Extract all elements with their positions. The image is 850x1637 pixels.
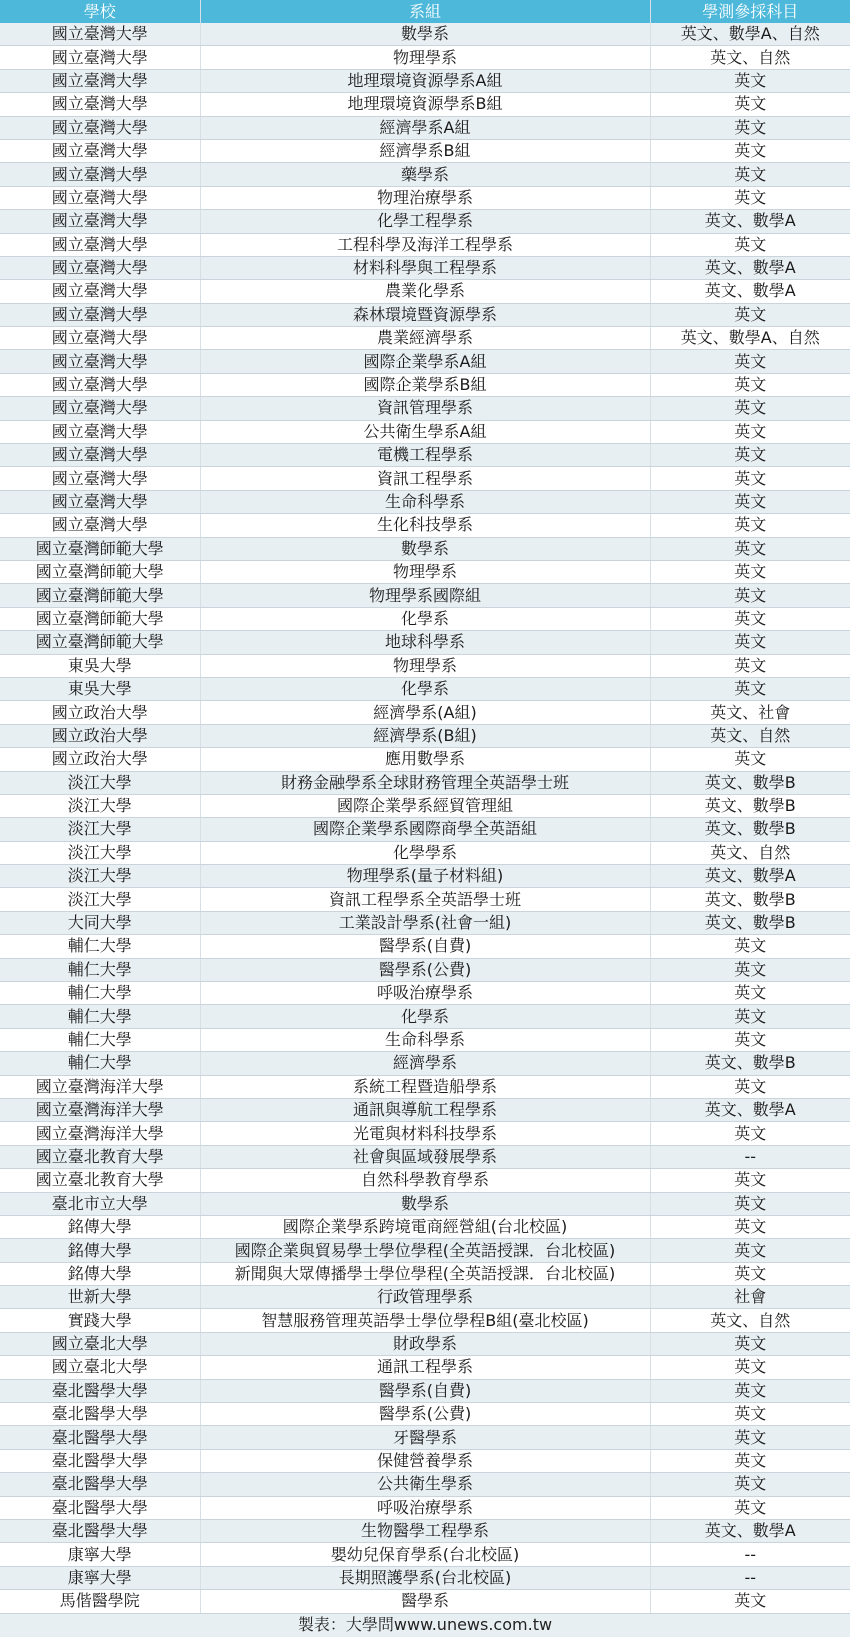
cell-school: 銘傳大學: [0, 1215, 200, 1238]
cell-subjects: --: [650, 1543, 850, 1566]
cell-subjects: 英文: [650, 1473, 850, 1496]
cell-school: 國立臺灣大學: [0, 514, 200, 537]
cell-subjects: 英文: [650, 1215, 850, 1238]
cell-school: 國立臺灣大學: [0, 490, 200, 513]
table-row: [0, 888, 850, 911]
cell-school: 國立臺灣大學: [0, 233, 200, 256]
cell-school: 國立臺灣大學: [0, 373, 200, 396]
cell-subjects: 英文、數學A、自然: [650, 327, 850, 350]
table-row: [0, 1052, 850, 1075]
cell-subjects: 英文: [650, 654, 850, 677]
table-row: [0, 444, 850, 467]
table-row: [0, 514, 850, 537]
cell-subjects: 英文: [650, 514, 850, 537]
table-row: [0, 654, 850, 677]
cell-department: 公共衛生學系A組: [200, 420, 650, 443]
cell-school: 輔仁大學: [0, 1028, 200, 1051]
cell-subjects: 社會: [650, 1286, 850, 1309]
cell-department: 財務金融學系全球財務管理全英語學士班: [200, 771, 650, 794]
cell-subjects: 英文: [650, 93, 850, 116]
cell-department: 資訊管理學系: [200, 397, 650, 420]
cell-department: 經濟學系A組: [200, 116, 650, 139]
cell-school: 銘傳大學: [0, 1262, 200, 1285]
cell-school: 國立臺灣大學: [0, 303, 200, 326]
table-row: [0, 1496, 850, 1519]
cell-subjects: 英文、數學B: [650, 1052, 850, 1075]
table-row: [0, 490, 850, 513]
table-row: [0, 1403, 850, 1426]
cell-school: 實踐大學: [0, 1309, 200, 1332]
table-row: [0, 1192, 850, 1215]
table-row: [0, 350, 850, 373]
cell-subjects: 英文、數學B: [650, 794, 850, 817]
cell-subjects: 英文、數學B: [650, 818, 850, 841]
table-row: [0, 865, 850, 888]
cell-subjects: 英文、數學A、自然: [650, 23, 850, 46]
cell-school: 國立臺灣大學: [0, 116, 200, 139]
cell-school: 輔仁大學: [0, 1005, 200, 1028]
cell-department: 森林環境暨資源學系: [200, 303, 650, 326]
cell-subjects: 英文: [650, 1239, 850, 1262]
table-row: [0, 1286, 850, 1309]
cell-department: 化學學系: [200, 841, 650, 864]
cell-subjects: 英文: [650, 935, 850, 958]
cell-subjects: 英文: [650, 186, 850, 209]
cell-school: 淡江大學: [0, 794, 200, 817]
cell-department: 醫學系(公費): [200, 958, 650, 981]
cell-school: 臺北醫學大學: [0, 1496, 200, 1519]
cell-school: 輔仁大學: [0, 935, 200, 958]
cell-subjects: 英文: [650, 444, 850, 467]
cell-subjects: 英文、自然: [650, 724, 850, 747]
source-credit: 製表：大學問www.unews.com.tw: [0, 1613, 850, 1637]
table-row: [0, 1122, 850, 1145]
cell-department: 呼吸治療學系: [200, 1496, 650, 1519]
cell-subjects: 英文: [650, 233, 850, 256]
cell-department: 數學系: [200, 1192, 650, 1215]
cell-department: 生化科技學系: [200, 514, 650, 537]
cell-school: 國立臺灣師範大學: [0, 607, 200, 630]
cell-department: 保健營養學系: [200, 1449, 650, 1472]
cell-department: 長期照護學系(台北校區): [200, 1566, 650, 1589]
cell-department: 新聞與大眾傳播學士學位學程(全英語授課．台北校區): [200, 1262, 650, 1285]
table-row: [0, 93, 850, 116]
table-row: [0, 677, 850, 700]
table-row: [0, 841, 850, 864]
table-row: [0, 1145, 850, 1168]
table-row: [0, 1566, 850, 1589]
cell-department: 醫學系(公費): [200, 1403, 650, 1426]
cell-department: 醫學系(自費): [200, 935, 650, 958]
cell-department: 醫學系(自費): [200, 1379, 650, 1402]
table-row: [0, 1169, 850, 1192]
cell-school: 國立臺灣師範大學: [0, 584, 200, 607]
table-row: [0, 1332, 850, 1355]
cell-subjects: 英文: [650, 1356, 850, 1379]
cell-subjects: 英文、社會: [650, 701, 850, 724]
cell-subjects: 英文: [650, 139, 850, 162]
table-row: [0, 420, 850, 443]
cell-subjects: 英文、數學A: [650, 280, 850, 303]
cell-school: 國立臺灣海洋大學: [0, 1098, 200, 1121]
cell-school: 臺北醫學大學: [0, 1426, 200, 1449]
table-header-row: [0, 0, 850, 23]
cell-subjects: 英文、數學A: [650, 1098, 850, 1121]
cell-subjects: 英文: [650, 748, 850, 771]
cell-department: 數學系: [200, 537, 650, 560]
cell-department: 物理治療學系: [200, 186, 650, 209]
cell-school: 國立臺灣師範大學: [0, 560, 200, 583]
cell-department: 物理學系: [200, 654, 650, 677]
cell-school: 臺北醫學大學: [0, 1520, 200, 1543]
table-row: [0, 1262, 850, 1285]
table-row: [0, 794, 850, 817]
cell-subjects: 英文、數學A: [650, 256, 850, 279]
cell-school: 國立臺灣大學: [0, 163, 200, 186]
cell-department: 系統工程暨造船學系: [200, 1075, 650, 1098]
cell-department: 資訊工程學系全英語學士班: [200, 888, 650, 911]
table-row: [0, 560, 850, 583]
cell-department: 藥學系: [200, 163, 650, 186]
table-row: [0, 1215, 850, 1238]
cell-school: 康寧大學: [0, 1566, 200, 1589]
cell-subjects: --: [650, 1566, 850, 1589]
cell-school: 國立臺灣大學: [0, 280, 200, 303]
cell-school: 國立臺灣大學: [0, 69, 200, 92]
cell-subjects: 英文: [650, 1449, 850, 1472]
cell-subjects: 英文、自然: [650, 1309, 850, 1332]
cell-department: 財政學系: [200, 1332, 650, 1355]
cell-subjects: 英文: [650, 163, 850, 186]
cell-department: 經濟學系: [200, 1052, 650, 1075]
cell-school: 國立臺北大學: [0, 1356, 200, 1379]
cell-school: 馬偕醫學院: [0, 1590, 200, 1613]
table-row: [0, 1098, 850, 1121]
cell-department: 行政管理學系: [200, 1286, 650, 1309]
table-row: [0, 1543, 850, 1566]
cell-subjects: 英文、數學B: [650, 888, 850, 911]
cell-school: 國立臺灣大學: [0, 256, 200, 279]
column-header-subjects: 學測參採科目: [650, 0, 850, 23]
table-row: [0, 256, 850, 279]
table-row: [0, 724, 850, 747]
cell-department: 經濟學系(A組): [200, 701, 650, 724]
cell-school: 大同大學: [0, 911, 200, 934]
cell-school: 國立臺灣師範大學: [0, 537, 200, 560]
cell-subjects: 英文: [650, 1332, 850, 1355]
table-row: [0, 69, 850, 92]
cell-department: 地理環境資源學系B組: [200, 93, 650, 116]
table-row: [0, 373, 850, 396]
table-row: [0, 186, 850, 209]
cell-school: 臺北市立大學: [0, 1192, 200, 1215]
cell-school: 國立臺北教育大學: [0, 1145, 200, 1168]
cell-school: 臺北醫學大學: [0, 1403, 200, 1426]
table-row: [0, 303, 850, 326]
cell-department: 光電與材料科技學系: [200, 1122, 650, 1145]
column-header-school: 學校: [0, 0, 200, 23]
cell-department: 應用數學系: [200, 748, 650, 771]
cell-department: 物理學系國際組: [200, 584, 650, 607]
table-row: [0, 911, 850, 934]
cell-subjects: 英文、數學B: [650, 771, 850, 794]
cell-department: 經濟學系B組: [200, 139, 650, 162]
cell-subjects: 英文、數學A: [650, 865, 850, 888]
cell-subjects: 英文: [650, 677, 850, 700]
cell-school: 淡江大學: [0, 888, 200, 911]
cell-subjects: 英文: [650, 1590, 850, 1613]
table-row: [0, 327, 850, 350]
table-row: [0, 748, 850, 771]
cell-school: 國立臺灣大學: [0, 444, 200, 467]
cell-department: 物理學系(量子材料組): [200, 865, 650, 888]
table-row: [0, 958, 850, 981]
cell-department: 化學工程學系: [200, 210, 650, 233]
cell-subjects: 英文: [650, 69, 850, 92]
cell-subjects: 英文: [650, 982, 850, 1005]
cell-subjects: 英文: [650, 1192, 850, 1215]
cell-school: 國立臺灣大學: [0, 46, 200, 69]
cell-subjects: 英文: [650, 958, 850, 981]
cell-school: 臺北醫學大學: [0, 1379, 200, 1402]
cell-subjects: 英文: [650, 560, 850, 583]
cell-department: 工業設計學系(社會一組): [200, 911, 650, 934]
cell-school: 淡江大學: [0, 865, 200, 888]
cell-school: 國立臺北教育大學: [0, 1169, 200, 1192]
cell-department: 物理學系: [200, 560, 650, 583]
cell-department: 物理學系: [200, 46, 650, 69]
table-row: [0, 1005, 850, 1028]
cell-school: 國立政治大學: [0, 748, 200, 771]
table-row: [0, 1590, 850, 1613]
table-row: [0, 982, 850, 1005]
cell-department: 農業經濟學系: [200, 327, 650, 350]
cell-department: 數學系: [200, 23, 650, 46]
cell-school: 國立臺灣海洋大學: [0, 1075, 200, 1098]
table-row: [0, 116, 850, 139]
cell-school: 國立臺灣大學: [0, 327, 200, 350]
table-row: [0, 46, 850, 69]
cell-school: 東吳大學: [0, 677, 200, 700]
cell-subjects: 英文: [650, 631, 850, 654]
cell-subjects: 英文: [650, 1028, 850, 1051]
cell-subjects: 英文: [650, 1075, 850, 1098]
cell-subjects: 英文: [650, 350, 850, 373]
cell-subjects: 英文、自然: [650, 841, 850, 864]
table-row: [0, 23, 850, 46]
table-row: [0, 1356, 850, 1379]
cell-school: 國立臺灣大學: [0, 186, 200, 209]
cell-subjects: 英文: [650, 420, 850, 443]
cell-school: 輔仁大學: [0, 982, 200, 1005]
cell-department: 化學系: [200, 677, 650, 700]
cell-department: 工程科學及海洋工程學系: [200, 233, 650, 256]
cell-subjects: 英文: [650, 584, 850, 607]
table-row: [0, 139, 850, 162]
cell-subjects: 英文: [650, 1262, 850, 1285]
table-row: [0, 163, 850, 186]
table-row: [0, 818, 850, 841]
cell-subjects: 英文、數學B: [650, 911, 850, 934]
cell-subjects: 英文: [650, 490, 850, 513]
cell-department: 醫學系: [200, 1590, 650, 1613]
cell-school: 東吳大學: [0, 654, 200, 677]
cell-subjects: 英文: [650, 1169, 850, 1192]
table-row: [0, 1473, 850, 1496]
cell-school: 淡江大學: [0, 841, 200, 864]
cell-department: 國際企業學系經貿管理組: [200, 794, 650, 817]
cell-department: 通訊與導航工程學系: [200, 1098, 650, 1121]
table-row: [0, 1309, 850, 1332]
cell-subjects: 英文: [650, 537, 850, 560]
cell-school: 國立臺灣大學: [0, 139, 200, 162]
cell-subjects: 英文: [650, 1496, 850, 1519]
cell-school: 臺北醫學大學: [0, 1449, 200, 1472]
cell-subjects: 英文: [650, 1403, 850, 1426]
cell-department: 生命科學系: [200, 490, 650, 513]
cell-department: 呼吸治療學系: [200, 982, 650, 1005]
cell-school: 國立臺灣大學: [0, 350, 200, 373]
cell-subjects: 英文: [650, 1005, 850, 1028]
cell-school: 世新大學: [0, 1286, 200, 1309]
table-row: [0, 233, 850, 256]
cell-department: 化學系: [200, 1005, 650, 1028]
cell-department: 社會與區域發展學系: [200, 1145, 650, 1168]
cell-department: 自然科學教育學系: [200, 1169, 650, 1192]
table-row: [0, 537, 850, 560]
table-body: [0, 23, 850, 1613]
cell-subjects: 英文: [650, 116, 850, 139]
table-row: [0, 771, 850, 794]
cell-department: 材料科學與工程學系: [200, 256, 650, 279]
cell-subjects: 英文: [650, 607, 850, 630]
cell-school: 國立臺灣師範大學: [0, 631, 200, 654]
cell-department: 經濟學系(B組): [200, 724, 650, 747]
cell-school: 輔仁大學: [0, 958, 200, 981]
table-row: [0, 1379, 850, 1402]
table-row: [0, 607, 850, 630]
cell-school: 淡江大學: [0, 771, 200, 794]
cell-school: 國立政治大學: [0, 724, 200, 747]
table-row: [0, 397, 850, 420]
cell-school: 國立政治大學: [0, 701, 200, 724]
cell-department: 嬰幼兒保育學系(台北校區): [200, 1543, 650, 1566]
table-row: [0, 1449, 850, 1472]
table-row: [0, 701, 850, 724]
cell-subjects: 英文、數學A: [650, 210, 850, 233]
cell-subjects: 英文: [650, 1426, 850, 1449]
cell-department: 生命科學系: [200, 1028, 650, 1051]
table-row: [0, 631, 850, 654]
cell-department: 資訊工程學系: [200, 467, 650, 490]
cell-school: 國立臺灣大學: [0, 93, 200, 116]
cell-school: 國立臺灣大學: [0, 23, 200, 46]
cell-department: 智慧服務管理英語學士學位學程B組(臺北校區): [200, 1309, 650, 1332]
cell-department: 通訊工程學系: [200, 1356, 650, 1379]
cell-department: 國際企業學系國際商學全英語組: [200, 818, 650, 841]
cell-school: 國立臺灣大學: [0, 467, 200, 490]
cell-subjects: 英文: [650, 1379, 850, 1402]
cell-department: 國際企業與貿易學士學位學程(全英語授課．台北校區): [200, 1239, 650, 1262]
cell-department: 地球科學系: [200, 631, 650, 654]
table-row: [0, 467, 850, 490]
cell-school: 國立臺北大學: [0, 1332, 200, 1355]
cell-subjects: 英文: [650, 467, 850, 490]
cell-school: 輔仁大學: [0, 1052, 200, 1075]
table-row: [0, 1426, 850, 1449]
table-row: [0, 935, 850, 958]
cell-school: 銘傳大學: [0, 1239, 200, 1262]
cell-subjects: 英文: [650, 397, 850, 420]
table-row: [0, 1028, 850, 1051]
cell-department: 農業化學系: [200, 280, 650, 303]
cell-subjects: 英文: [650, 1122, 850, 1145]
cell-department: 國際企業學系跨境電商經營組(台北校區): [200, 1215, 650, 1238]
cell-department: 地理環境資源學系A組: [200, 69, 650, 92]
cell-school: 國立臺灣大學: [0, 420, 200, 443]
cell-subjects: 英文: [650, 303, 850, 326]
cell-school: 國立臺灣海洋大學: [0, 1122, 200, 1145]
cell-department: 國際企業學系B組: [200, 373, 650, 396]
cell-subjects: 英文、數學A: [650, 1520, 850, 1543]
column-header-department: 系組: [200, 0, 650, 23]
table-row: [0, 584, 850, 607]
cell-subjects: --: [650, 1145, 850, 1168]
cell-school: 淡江大學: [0, 818, 200, 841]
cell-department: 國際企業學系A組: [200, 350, 650, 373]
table-row: [0, 1239, 850, 1262]
table-row: [0, 1075, 850, 1098]
cell-school: 國立臺灣大學: [0, 397, 200, 420]
cell-school: 國立臺灣大學: [0, 210, 200, 233]
cell-department: 電機工程學系: [200, 444, 650, 467]
cell-department: 公共衛生學系: [200, 1473, 650, 1496]
cell-department: 牙醫學系: [200, 1426, 650, 1449]
table-footer-row: [0, 1613, 850, 1637]
cell-subjects: 英文、自然: [650, 46, 850, 69]
cell-school: 臺北醫學大學: [0, 1473, 200, 1496]
table-row: [0, 280, 850, 303]
cell-department: 生物醫學工程學系: [200, 1520, 650, 1543]
table-row: [0, 1520, 850, 1543]
cell-department: 化學系: [200, 607, 650, 630]
cell-subjects: 英文: [650, 373, 850, 396]
cell-school: 康寧大學: [0, 1543, 200, 1566]
table-row: [0, 210, 850, 233]
